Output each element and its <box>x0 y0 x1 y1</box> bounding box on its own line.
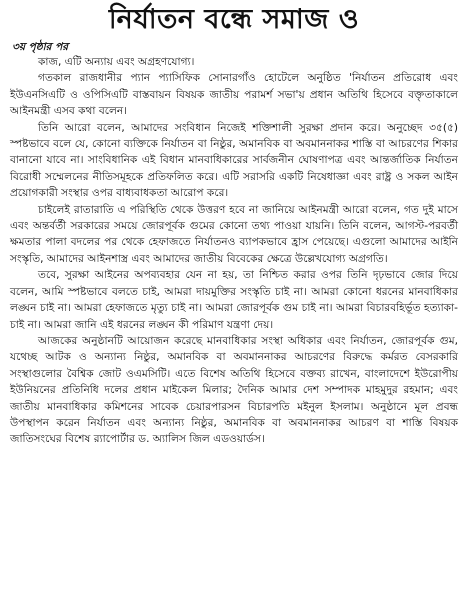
article-paragraph: তবে, সুরক্ষা আইনের অপব্যবহার যেন না হয়, তা নিশ্চিত করার ওপর তিনি দৃঢ়ভাবে জোর দিয়ে বলেন, আমি স্পষ্টভাবে বলতে চাই, আমরা দায়মুক্তির সংস্কৃতি চাই না। আমরা কোনো ধরনের মানবাধিকার লঙ্ঘন চাই না। আমরা হেফাজতে মৃত্যু চাই না। আমরা জোরপূর্বক গুম চাই না। আমরা বিচারবহির্ভূত হত্যাকা- চাই না। আমরা জানি এই ধরনের লঙ্ঘন কী পরিমাণ যন্ত্রণা দেয়। <box>10 269 458 331</box>
article-body <box>10 54 458 448</box>
article-paragraph: আজকের অনুষ্ঠানটি আয়োজন করেছে মানবাধিকার সংস্থা অধিকার এবং নির্যাতন, জোরপূর্বক গুম, যথেচ্ছ আটক ও অন্যান্য নিষ্ঠুর, অমানবিক বা অবমাননাকর আচরণের বিরুদ্ধে কর্মরত বেসরকারি সংস্থাগুলোর বৈশ্বিক জোট ওএমসিটি। এতে বিশেষ অতিথি হিসেবে বক্তব্য রাখেন, বাংলাদেশে ইউরোপীয় ইউনিয়নের প্রতিনিধি দলের প্রধান মাইকেল মিলার; দৈনিক আমার দেশ সম্পাদক মাহমুদুর রহমান; এবং জাতীয় মানবাধিকার কমিশনের সাবেক চেয়ারপারসন বিচারপতি মইনুল ইসলাম। অনুষ্ঠানে মূল প্রবন্ধ উপস্থাপন করেন নির্যাতন এবং অন্যান্য নিষ্ঠুর, অমানবিক বা অবমাননাকর আচরণ বা শাস্তি বিষয়ক জাতিসংঘের বিশেষ র‍্যাপোর্টার ড. অ্যালিস জিল এডওয়ার্ডস। <box>10 334 458 446</box>
article-headline: নির্যাতন বন্ধে সমাজ ও <box>108 4 360 35</box>
article-paragraph: কাজ, এটি অন্যায় এবং অগ্রহণযোগ্য। <box>38 56 195 68</box>
article-paragraph: তিনি আরো বলেন, আমাদের সংবিধান নিজেই শক্তিশালী সুরক্ষা প্রদান করে। অনুচ্ছেদ ৩৫(৫) স্পষ্টভাবে বলে যে, কোনো ব্যক্তিকে নির্যাতন বা নিষ্ঠুর, অমানবিক বা অবমাননাকর শাস্তি বা আচরণের শিকার বানানো যাবে না। সাংবিধানিক এই বিধান মানবাধিকারের সার্বজনীন ঘোষণাপত্র এবং আন্তর্জাতিক নির্যাতন বিরোধী সম্মেলনের নীতিসমূহকে প্রতিফলিত করে। এটি সরাসরি একটি নিষেধাজ্ঞা এবং রাষ্ট্র ও সকল আইন প্রয়োগকারী সংস্থার ওপর বাধ্যবাধকতা আরোপ করে। <box>10 121 458 200</box>
article-paragraph: গতকাল রাজধানীর প্যান প্যাসিফিক সোনারগাঁও হোটেলে অনুষ্ঠিত 'নির্যাতন প্রতিরোধ এবং ইউএনসিএটি ও ওপিসিএটি বাস্তবায়ন বিষয়ক জাতীয় পরামর্শ সভা'য় প্রধান অতিথি হিসেবে বক্তৃতাকালে আইনমন্ত্রী এসব কথা বলেন। <box>10 72 458 118</box>
article-paragraph: চাইলেই রাতারাতি এ পরিস্থিতি থেকে উত্তরণ হবে না জানিয়ে আইনমন্ত্রী আরো বলেন, গত দুই মাসে এবং অন্তর্বর্তী সরকারের সময়ে জোরপূর্বক গুমের কোনো তথ্য পাওয়া যায়নি। তিনি বলেন, আগস্ট-পরবর্তী ক্ষমতার পালা বদলের পর থেকে হেফাজতে নির্যাতনও ব্যাপকভাবে হ্রাস পেয়েছে। এগুলো আমাদের আইনি সংস্কৃতি, আমাদের আইনশাস্ত্র এবং আমাদের জাতীয় বিবেকের ক্ষেত্রে উল্লেখযোগ্য অগ্রগতি। <box>10 203 458 265</box>
continued-from-label: ৩য় পৃষ্ঠার পর <box>12 41 69 53</box>
